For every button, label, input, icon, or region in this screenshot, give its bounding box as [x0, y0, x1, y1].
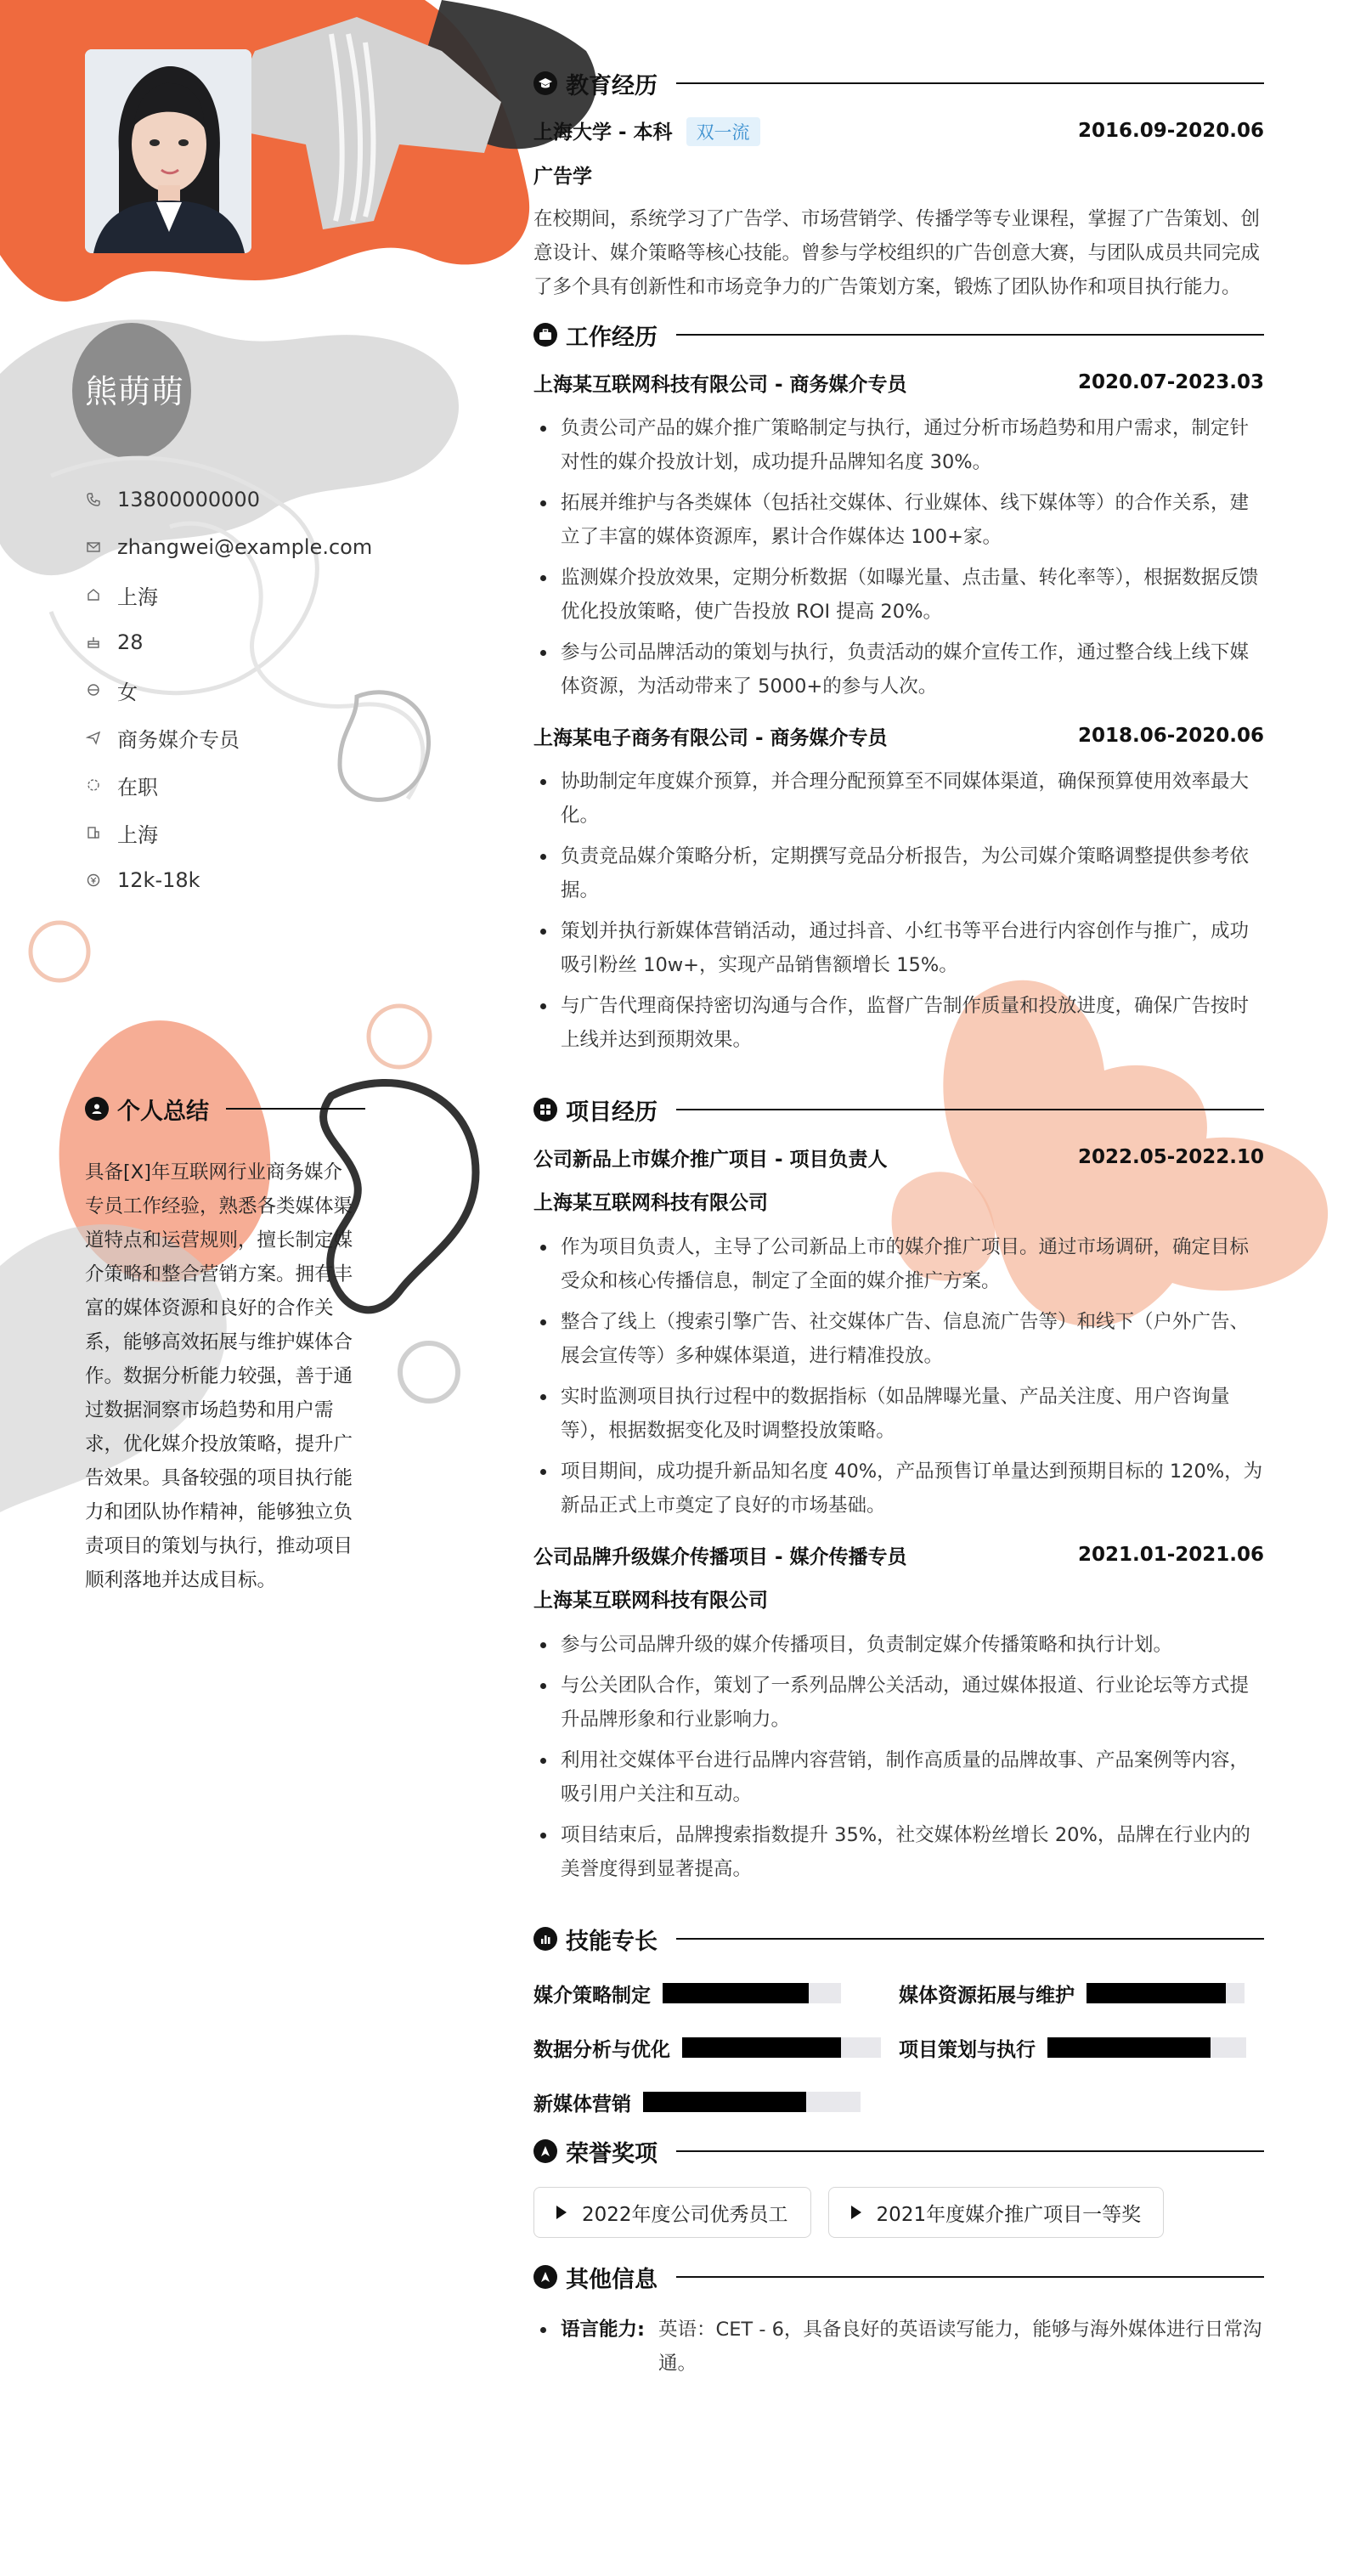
gender-icon — [85, 681, 102, 698]
skill-bar-fill — [663, 1983, 809, 2003]
skill-item — [533, 1974, 899, 2012]
education-major: 广告学 — [533, 166, 592, 188]
summary-header — [85, 1092, 365, 1126]
contact-list — [85, 476, 372, 904]
job-company: 上海某互联网科技有限公司 - 商务媒介专员 — [533, 373, 907, 396]
phone-icon — [85, 491, 102, 508]
skill-item — [533, 2029, 899, 2066]
other-text: 英语：CET - 6，具备良好的英语读写能力，能够与海外媒体进行日常沟通。 — [658, 2319, 1262, 2375]
job-company: 上海某电子商务有限公司 - 商务媒介专员 — [533, 726, 888, 749]
list-item: 利用社交媒体平台进行品牌内容营销，制作高质量的品牌故事、产品案例等内容，吸引用户关注和互动。 — [533, 1743, 1264, 1811]
projects-title: 项目经历 — [566, 1099, 658, 1126]
skill-bar — [682, 2037, 881, 2058]
award-label: 2021年度媒介推广项目一等奖 — [876, 2203, 1142, 2226]
list-item: 负责公司产品的媒介推广策略制定与执行，通过分析市场趋势和用户需求，制定针对性的媒介投放计划，成功提升品牌知名度 30%。 — [533, 411, 1264, 479]
awards-title: 荣誉奖项 — [566, 2140, 658, 2167]
section-divider — [676, 2276, 1264, 2278]
education-description: 在校期间，系统学习了广告学、市场营销学、传播学等专业课程，掌握了广告策划、创意设计、媒介策略等核心技能。曾参与学校组织的广告创意大赛，与团队成员共同完成了多个具有创新性和市场竞争力的广告策划方案，锻炼了团队协作和项目执行能力。 — [533, 208, 1261, 298]
award-chip — [828, 2187, 1165, 2238]
work-header — [533, 311, 1264, 359]
list-item: 与公关团队合作，策划了一系列品牌公关活动，通过媒体报道、行业论坛等方式提升品牌形象和行业影响力。 — [533, 1669, 1264, 1737]
summary-divider — [226, 1108, 365, 1110]
mail-icon — [85, 539, 102, 556]
skill-bar — [1047, 2037, 1246, 2058]
salary-icon — [85, 872, 102, 889]
grid-icon — [533, 1098, 557, 1121]
candidate-name: 熊萌萌 — [85, 373, 185, 410]
contact-email: zhangwei@example.com — [85, 523, 372, 571]
skill-bar-fill — [1087, 1983, 1226, 2003]
education-date: 2016.09-2020.06 — [1077, 120, 1264, 142]
skill-bar-fill — [1047, 2037, 1211, 2058]
skill-bar — [1087, 1983, 1245, 2003]
list-item: 项目期间，成功提升新品知名度 40%，产品预售订单量达到预期目标的 120%，为新品正式上市奠定了良好的市场基础。 — [533, 1455, 1264, 1522]
home-icon — [85, 586, 102, 603]
briefcase-icon — [533, 323, 557, 347]
skill-item — [533, 2083, 899, 2121]
awards-header — [533, 2127, 1264, 2175]
projects-header — [533, 1086, 1264, 1133]
skill-name: 媒介策略制定 — [533, 1984, 651, 2007]
awards-list — [533, 2187, 1264, 2238]
list-item: 协助制定年度媒介预算，并合理分配预算至不同媒体渠道，确保预算使用效率最大化。 — [533, 765, 1264, 833]
list-item: 实时监测项目执行过程中的数据指标（如品牌曝光量、产品关注度、用户咨询量等），根据数据变化及时调整投放策略。 — [533, 1380, 1264, 1448]
job-date: 2020.07-2023.03 — [1077, 371, 1264, 393]
skill-name: 媒体资源拓展与维护 — [899, 1984, 1075, 2007]
contact-salary: 12k-18k — [85, 856, 372, 904]
play-icon — [556, 2206, 567, 2219]
other-title: 其他信息 — [566, 2266, 658, 2293]
list-item: 参与公司品牌升级的媒介传播项目，负责制定媒介传播策略和执行计划。 — [533, 1628, 1264, 1662]
other-list — [533, 2313, 1264, 2381]
school-tag: 双一流 — [686, 117, 760, 146]
project-date: 2022.05-2022.10 — [1077, 1146, 1264, 1168]
contact-position: 商务媒介专员 — [85, 714, 372, 761]
contact-phone: 13800000000 — [85, 476, 372, 523]
job-row — [533, 359, 1264, 406]
list-item: 作为项目负责人，主导了公司新品上市的媒介推广项目。通过市场调研，确定目标受众和核心传播信息，制定了全面的媒介推广方案。 — [533, 1230, 1264, 1298]
skill-name: 项目策划与执行 — [899, 2038, 1036, 2061]
project-bullets — [533, 1230, 1264, 1522]
award-chip — [533, 2187, 811, 2238]
other-label: 语言能力: — [561, 2319, 645, 2341]
list-item: 参与公司品牌活动的策划与执行，负责活动的媒介宣传工作，通过整合线上线下媒体资源，为活动带来了 5000+的参与人次。 — [533, 636, 1264, 703]
skill-bar-fill — [643, 2092, 806, 2112]
spacer — [533, 1065, 1264, 1086]
contact-home: 上海 — [85, 571, 372, 619]
info-icon — [533, 2265, 557, 2289]
skills-title: 技能专长 — [566, 1928, 658, 1955]
project-date: 2021.01-2021.06 — [1077, 1544, 1264, 1566]
job-row — [533, 712, 1264, 760]
skill-bar — [663, 1983, 841, 2003]
list-item: 项目结束后，品牌搜索指数提升 35%，社交媒体粉丝增长 20%，品牌在行业内的美誉度得到显著提高。 — [533, 1818, 1264, 1886]
status-icon — [85, 777, 102, 794]
education-row — [533, 107, 1264, 155]
project-row — [533, 1133, 1264, 1181]
award-icon — [533, 2139, 557, 2163]
list-item: 拓展并维护与各类媒体（包括社交媒体、行业媒体、线下媒体等）的合作关系，建立了丰富的媒体资源库，累计合作媒体达 100+家。 — [533, 486, 1264, 554]
skills-header — [533, 1915, 1264, 1963]
list-item — [533, 2313, 1264, 2381]
profile-photo — [85, 49, 251, 253]
job-bullets — [533, 411, 1264, 703]
skills-grid — [533, 1974, 1264, 2121]
education-header — [533, 59, 1264, 107]
skill-bar — [643, 2092, 861, 2112]
summary-text: 具备[X]年互联网行业商务媒介专员工作经验，熟悉各类媒体渠道特点和运营规则，擅长制定媒介策略和整合营销方案。拥有丰富的媒体资源和良好的合作关系，能够高效拓展与维护媒体合作。数据分析能力较强，善于通过数据洞察市场趋势和用户需求，优化媒介投放策略，提升广告效果。具备较强的项目执行能力和团队协作精神，能够独立负责项目的策划与执行，推动项目顺利落地并达成目标。 — [85, 1161, 353, 1591]
work-title: 工作经历 — [566, 324, 658, 351]
skill-item — [899, 1974, 1264, 2012]
contact-status: 在职 — [85, 761, 372, 809]
project-company: 上海某互联网科技有限公司 — [533, 1590, 768, 1612]
main-column — [533, 59, 1264, 2389]
list-item: 负责竞品媒介策略分析，定期撰写竞品分析报告，为公司媒介策略调整提供参考依据。 — [533, 839, 1264, 907]
chart-icon — [533, 1927, 557, 1951]
project-company: 上海某互联网科技有限公司 — [533, 1192, 768, 1214]
skill-item — [899, 2029, 1264, 2066]
job-date: 2018.06-2020.06 — [1077, 725, 1264, 747]
section-divider — [676, 2150, 1264, 2152]
list-item: 整合了线上（搜索引擎广告、社交媒体广告、信息流广告等）和线下（户外广告、展会宣传等）多种媒体渠道，进行精准投放。 — [533, 1305, 1264, 1373]
contact-age: 28 — [85, 619, 372, 666]
section-divider — [676, 1109, 1264, 1110]
project-name: 公司品牌升级媒介传播项目 - 媒介传播专员 — [533, 1545, 907, 1568]
section-divider — [676, 82, 1264, 84]
job-bullets — [533, 765, 1264, 1057]
project-name: 公司新品上市媒介推广项目 - 项目负责人 — [533, 1148, 888, 1171]
send-icon — [85, 729, 102, 746]
building-icon — [85, 824, 102, 841]
graduation-cap-icon — [533, 71, 557, 95]
other-header — [533, 2253, 1264, 2301]
project-row — [533, 1531, 1264, 1579]
summary-title: 个人总结 — [117, 1098, 209, 1125]
section-divider — [676, 1938, 1264, 1940]
contact-gender: 女 — [85, 666, 372, 714]
list-item: 与广告代理商保持密切沟通与合作，监督广告制作质量和投放进度，确保广告按时上线并达到预期效果。 — [533, 989, 1264, 1057]
skill-name: 新媒体营销 — [533, 2093, 631, 2116]
education-title: 教育经历 — [566, 72, 658, 99]
school-name: 上海大学 - 本科 — [533, 121, 673, 144]
play-icon — [851, 2206, 861, 2219]
list-item: 策划并执行新媒体营销活动，通过抖音、小红书等平台进行内容创作与推广，成功吸引粉丝 10w+，实现产品销售额增长 15%。 — [533, 914, 1264, 982]
award-label: 2022年度公司优秀员工 — [582, 2203, 788, 2226]
cake-icon — [85, 634, 102, 651]
skill-bar-fill — [682, 2037, 841, 2058]
user-icon — [85, 1097, 109, 1121]
skill-name: 数据分析与优化 — [533, 2038, 670, 2061]
contact-city: 上海 — [85, 809, 372, 856]
portrait-illustration — [85, 49, 251, 253]
list-item: 监测媒介投放效果，定期分析数据（如曝光量、点击量、转化率等），根据数据反馈优化投放策略，使广告投放 ROI 提高 20%。 — [533, 561, 1264, 629]
spacer — [533, 1895, 1264, 1915]
project-bullets — [533, 1628, 1264, 1886]
section-divider — [676, 334, 1264, 336]
